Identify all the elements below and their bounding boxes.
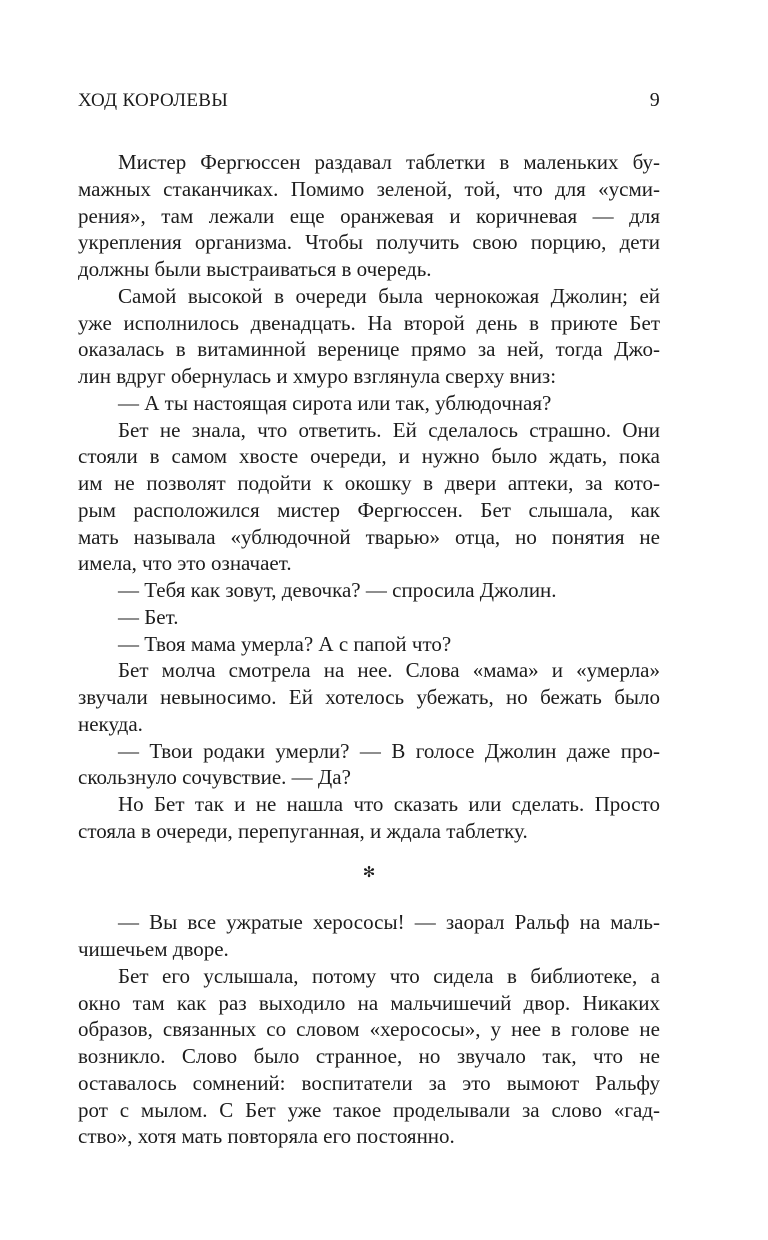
paragraph xyxy=(78,149,660,283)
text-line: окно там как раз выходило на мальчишечий двор. Никаких xyxy=(78,990,660,1015)
page-number: 9 xyxy=(649,89,660,111)
text-line: имела, что это означает. xyxy=(78,551,292,576)
text-line: им не позволят подойти к окошку в двери аптеки, за кото- xyxy=(78,471,660,495)
text-line: лин вдруг обернулась и хмуро взглянула сверху вниз: xyxy=(78,364,557,388)
paragraph xyxy=(78,909,660,963)
section-separator xyxy=(78,857,660,886)
text-line: ство», хотя мать повторяла его постоянно. xyxy=(78,1124,455,1149)
running-header xyxy=(78,88,660,113)
text-line: оказалась в витаминной веренице прямо за ней, тогда Джо- xyxy=(78,337,660,362)
text-line: стояла в очереди, перепуганная, и ждала таблетку. xyxy=(78,818,528,843)
paragraph xyxy=(78,577,660,604)
text-line: возникло. Слово было странное, но звучало так, что не xyxy=(78,1044,660,1068)
text-line: рым расположился мистер Фергюссен. Бет слышала, как xyxy=(78,497,660,522)
text-line: укрепления организма. Чтобы получить свою порцию, дети xyxy=(78,230,660,255)
text-line: Но Бет так и не нашла что сказать или сделать. Просто xyxy=(118,792,660,816)
text-line: — Твои родаки умерли? — В голосе Джолин даже про- xyxy=(118,738,660,763)
text-line: чишечьем дворе. xyxy=(78,937,229,961)
text-line: звучали невыносимо. Ей хотелось убежать, но бежать было xyxy=(78,685,660,709)
text-line: стояли в самом хвосте очереди, и нужно было ждать, пока xyxy=(78,444,660,469)
text-line: Бет его услышала, потому что сидела в библиотеке, а xyxy=(118,963,660,988)
paragraph xyxy=(78,791,660,845)
paragraph xyxy=(78,738,660,792)
paragraph xyxy=(78,604,660,631)
text-line: — А ты настоящая сирота или так, ублюдочная? xyxy=(118,390,552,415)
text-line: Мистер Фергюссен раздавал таблетки в маленьких бу- xyxy=(118,150,660,174)
text-line: образов, связанных со словом «херососы», у нее в голове не xyxy=(78,1017,660,1042)
page-body xyxy=(78,149,660,1150)
text-line: мать называла «ублюдочной тварью» отца, но понятия не xyxy=(78,524,660,549)
text-line: — Твоя мама умерла? А с папой что? xyxy=(118,631,452,656)
paragraph xyxy=(78,417,660,578)
paragraph xyxy=(78,631,660,658)
text-line: — Вы все ужратые херососы! — заорал Ральф на маль- xyxy=(118,910,660,935)
text-line: — Тебя как зовут, девочка? — спросила Джолин. xyxy=(118,578,557,602)
text-line: Бет молча смотрела на нее. Слова «мама» и «умерла» xyxy=(118,658,660,683)
text-line: уже исполнилось двенадцать. На второй день в приюте Бет xyxy=(78,310,660,335)
text-line: оставалось сомнений: воспитатели за это вымоют Ральфу xyxy=(78,1070,660,1095)
text-line: Бет не знала, что ответить. Ей сделалось страшно. Они xyxy=(118,417,660,442)
text-line: скользнуло сочувствие. — Да? xyxy=(78,765,351,790)
paragraph xyxy=(78,657,660,737)
paragraph xyxy=(78,963,660,1150)
text-line: некуда. xyxy=(78,711,143,736)
running-title: ХОД КОРОЛЕВЫ xyxy=(78,90,229,111)
paragraph xyxy=(78,283,660,390)
text-line: должны были выстраиваться в очередь. xyxy=(78,257,432,281)
text-line: рот с мылом. С Бет уже такое проделывали за слово «гад- xyxy=(78,1097,660,1122)
text-line: рения», там лежали еще оранжевая и коричневая — для xyxy=(78,203,660,228)
paragraph xyxy=(78,390,660,417)
text-line: — Бет. xyxy=(118,604,179,629)
text-line: Самой высокой в очереди была чернокожая Джолин; ей xyxy=(118,283,660,308)
text-line: мажных стаканчиках. Помимо зеленой, той, что для «усми- xyxy=(78,176,660,201)
asterisk-separator-icon: ✻ xyxy=(362,862,376,881)
